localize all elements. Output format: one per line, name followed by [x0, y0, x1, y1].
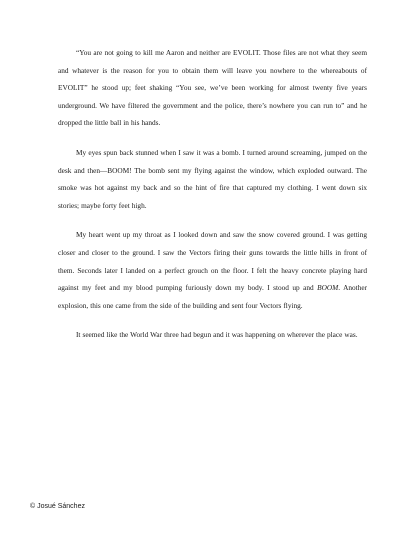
story-body [58, 44, 367, 356]
paragraph-3-text-end: . Another explosion, this one came from the side of the building and sent four Vectors flying. [58, 283, 368, 310]
paragraph-4-text: It seemed like the World War three had begun and it was happening on wherever the place was. [76, 330, 358, 340]
paragraph-2-text: My eyes spun back stunned when I saw it was a bomb. I turned around screaming, jumped on the desk and then—BOOM! The bomb sent my flying against the window, which exploded outward. The smoke was hot against my back and so the hint of fire that captured my clothing. I went down six stories; maybe forty feet high. [58, 147, 367, 210]
paragraph-1-text: “You are not going to kill me Aaron and neither are EVOLIT. Those files are not what they seem and whatever is the reason for you to obtain them will leave you nowhere to the whereabouts of EVOLIT” he stood up; feet shaking “You see, we’ve been working for almost twenty five years underground. We have filtered the government and the police, there’s nowhere you can run to” and he dropped the little ball in his hands. [58, 48, 367, 128]
paragraph-1 [58, 44, 367, 132]
copyright-footer: © Josué Sánchez [30, 503, 85, 510]
paragraph-4 [58, 326, 367, 344]
paragraph-2 [58, 144, 367, 214]
paragraph-3 [58, 226, 367, 314]
paragraph-3-italic-boom: BOOM [317, 283, 339, 293]
paragraph-3-text-start: My heart went up my throat as I looked down and saw the snow covered ground. I was getting closer and closer to the ground. I saw the Vectors firing their guns towards the little hills in front of them. Seconds later I landed on a perfect grouch on the floor. I felt the heavy concrete playing hard against my feet and my blood pumping furiously down my body. I stood up and [58, 230, 367, 293]
